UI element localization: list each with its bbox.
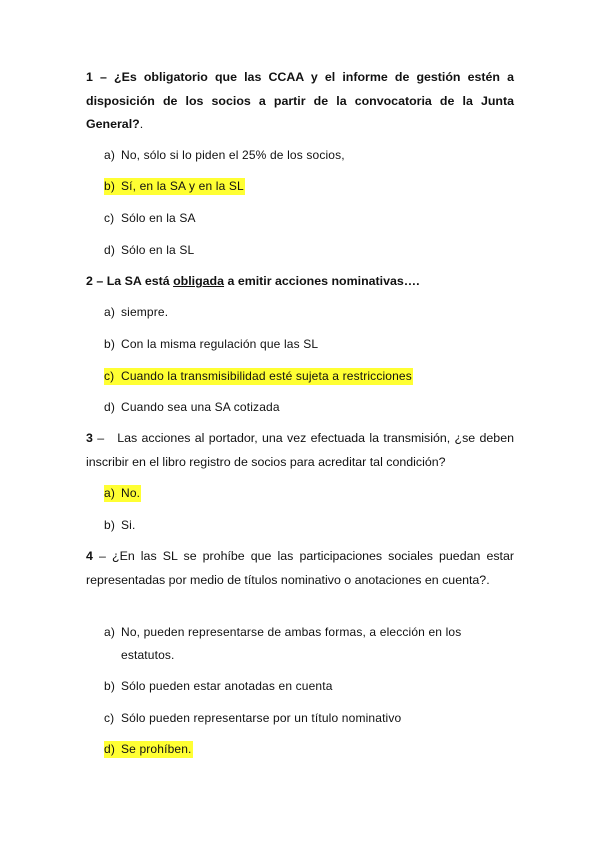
- question-4-option-a: [104, 624, 461, 640]
- question-2-number: 2: [86, 274, 93, 288]
- option-letter: b): [104, 679, 115, 693]
- question-3-option-a: [104, 485, 141, 501]
- question-4-number: 4: [86, 549, 93, 563]
- option-text: Sólo pueden estar anotadas en cuenta: [121, 679, 333, 693]
- question-4-option-c: [104, 710, 401, 726]
- option-text: Sólo en la SA: [121, 211, 196, 225]
- question-1-option-b: [104, 178, 245, 194]
- question-2-underlined: obligada: [173, 274, 225, 288]
- question-2-text-before: La SA está: [106, 274, 170, 288]
- question-3: [86, 427, 514, 474]
- option-text: siempre.: [121, 305, 169, 319]
- question-1-end: .: [139, 117, 144, 131]
- question-2-option-d: [104, 399, 280, 415]
- option-text: Cuando sea una SA cotizada: [121, 400, 280, 414]
- option-text: No, pueden representarse de ambas formas, a elección en los: [121, 625, 462, 639]
- option-letter: d): [104, 243, 115, 257]
- question-4-option-b: [104, 678, 333, 694]
- question-4-option-d: [104, 741, 193, 757]
- question-4: [86, 545, 514, 592]
- option-letter: b): [104, 337, 115, 351]
- option-letter: b): [104, 518, 115, 532]
- question-2-dash: –: [96, 274, 104, 288]
- highlight-mark: [104, 485, 141, 502]
- option-letter: c): [104, 711, 115, 725]
- question-2-option-b: [104, 336, 318, 352]
- option-letter: d): [104, 400, 115, 414]
- question-4-dash: –: [99, 549, 106, 563]
- question-2-text-after: a emitir acciones nominativas….: [227, 274, 420, 288]
- highlight-mark: [104, 368, 413, 385]
- option-letter: b): [104, 179, 115, 193]
- option-letter: c): [104, 369, 115, 383]
- option-letter: d): [104, 742, 115, 756]
- option-letter: a): [104, 625, 115, 639]
- question-4-text: ¿En las SL se prohíbe que las participaciones sociales puedan estar representadas por medio de títulos nominativo o anotaciones en cuenta?.: [86, 549, 514, 587]
- option-text: Si.: [121, 518, 136, 532]
- question-3-dash: –: [97, 431, 105, 445]
- question-3-number: 3: [86, 431, 93, 445]
- option-letter: a): [104, 305, 115, 319]
- question-1-option-c: [104, 210, 196, 226]
- question-1-text: ¿Es obligatorio que las CCAA y el informe de gestión estén a disposición de los socios a partir de la convocatoria de la Junta General?: [86, 70, 514, 131]
- question-1-number: 1: [86, 70, 93, 84]
- option-text: Cuando la transmisibilidad esté sujeta a restricciones: [121, 369, 412, 383]
- option-text: Se prohíben.: [121, 742, 192, 756]
- question-4-option-a-continuation: estatutos.: [121, 648, 175, 662]
- question-1-dash: –: [100, 70, 107, 84]
- question-2-option-c: [104, 368, 413, 384]
- option-letter: a): [104, 486, 115, 500]
- option-text: Sólo en la SL: [121, 243, 195, 257]
- highlight-mark: [104, 178, 245, 195]
- option-letter: a): [104, 148, 115, 162]
- question-1: [86, 66, 514, 137]
- question-1-option-a: [104, 147, 345, 163]
- option-text: No.: [121, 486, 141, 500]
- question-3-text: Las acciones al portador, una vez efectuada la transmisión, ¿se deben inscribir en el libro registro de socios para acreditar tal condición?: [86, 431, 514, 469]
- question-2-option-a: [104, 304, 168, 320]
- option-text: No, sólo si lo piden el 25% de los socios,: [121, 148, 345, 162]
- option-text: Sí, en la SA y en la SL: [121, 179, 244, 193]
- question-1-option-d: [104, 242, 194, 258]
- question-2: [86, 270, 514, 294]
- option-letter: c): [104, 211, 115, 225]
- question-3-option-b: [104, 517, 135, 533]
- highlight-mark: [104, 741, 193, 758]
- option-text: Con la misma regulación que las SL: [121, 337, 319, 351]
- option-text: Sólo pueden representarse por un título nominativo: [121, 711, 402, 725]
